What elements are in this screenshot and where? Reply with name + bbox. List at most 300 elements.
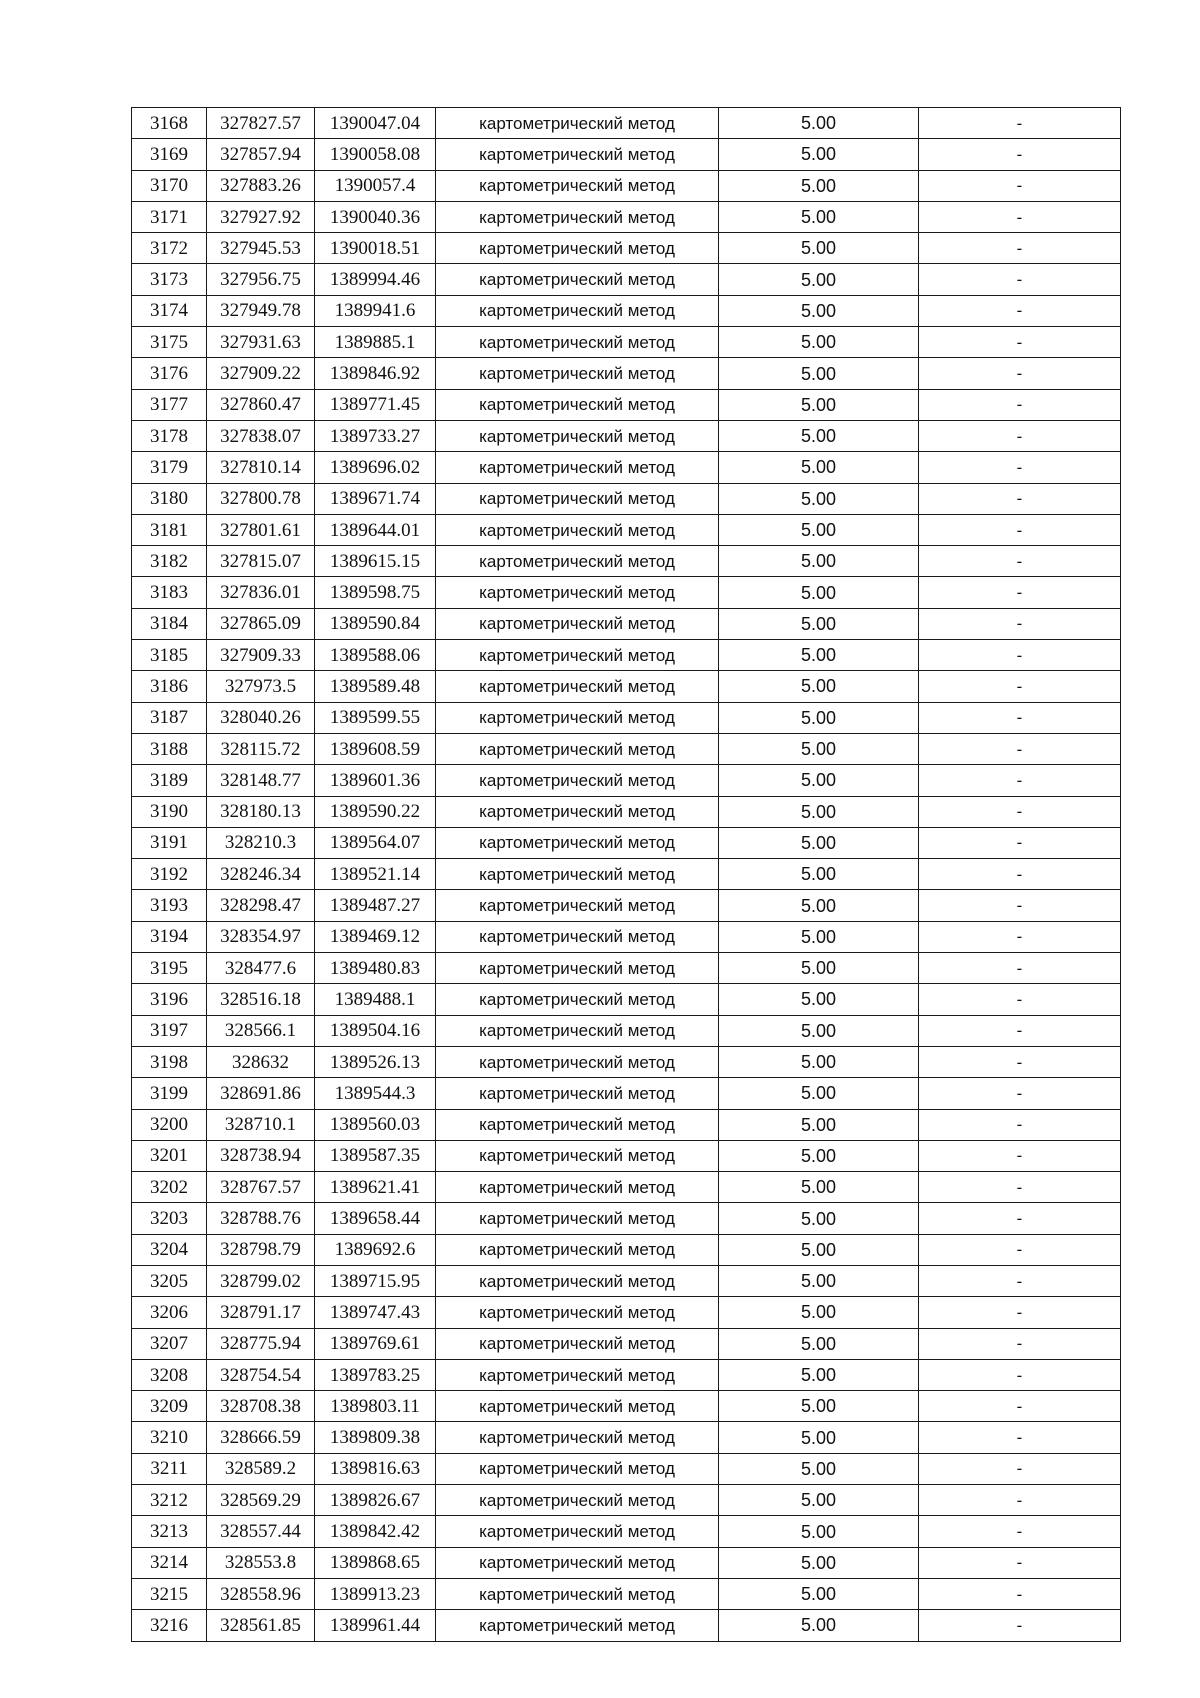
accuracy-cell: 5.00 <box>719 233 919 264</box>
x-coordinate-cell: 328710.1 <box>207 1109 315 1140</box>
x-coordinate-cell: 328148.77 <box>207 765 315 796</box>
point-number-cell: 3181 <box>132 514 207 545</box>
note-cell: - <box>919 921 1121 952</box>
note-cell: - <box>919 420 1121 451</box>
accuracy-cell: 5.00 <box>719 1516 919 1547</box>
x-coordinate-cell: 328589.2 <box>207 1453 315 1484</box>
point-number-cell: 3169 <box>132 139 207 170</box>
x-coordinate-cell: 328569.29 <box>207 1485 315 1516</box>
table-row <box>132 577 1121 608</box>
note-cell: - <box>919 1578 1121 1609</box>
accuracy-cell: 5.00 <box>719 1485 919 1516</box>
accuracy-cell: 5.00 <box>719 1172 919 1203</box>
y-coordinate-cell: 1389733.27 <box>315 420 436 451</box>
table-row <box>132 201 1121 232</box>
x-coordinate-cell: 328516.18 <box>207 984 315 1015</box>
accuracy-cell: 5.00 <box>719 264 919 295</box>
table-row <box>132 139 1121 170</box>
note-cell: - <box>919 1015 1121 1046</box>
table-row <box>132 702 1121 733</box>
table-row <box>132 233 1121 264</box>
table-row <box>132 1422 1121 1453</box>
table-row <box>132 358 1121 389</box>
method-cell: картометрический метод <box>436 827 719 858</box>
table-row <box>132 546 1121 577</box>
accuracy-cell: 5.00 <box>719 201 919 232</box>
table-row <box>132 1015 1121 1046</box>
point-number-cell: 3170 <box>132 170 207 201</box>
method-cell: картометрический метод <box>436 170 719 201</box>
y-coordinate-cell: 1389644.01 <box>315 514 436 545</box>
x-coordinate-cell: 328738.94 <box>207 1140 315 1171</box>
y-coordinate-cell: 1389526.13 <box>315 1046 436 1077</box>
note-cell: - <box>919 1610 1121 1641</box>
table-row <box>132 1109 1121 1140</box>
y-coordinate-cell: 1389521.14 <box>315 859 436 890</box>
accuracy-cell: 5.00 <box>719 295 919 326</box>
note-cell: - <box>919 358 1121 389</box>
method-cell: картометрический метод <box>436 890 719 921</box>
table-row <box>132 1140 1121 1171</box>
point-number-cell: 3212 <box>132 1485 207 1516</box>
table-row <box>132 1578 1121 1609</box>
point-number-cell: 3175 <box>132 327 207 358</box>
accuracy-cell: 5.00 <box>719 953 919 984</box>
y-coordinate-cell: 1389598.75 <box>315 577 436 608</box>
x-coordinate-cell: 327865.09 <box>207 608 315 639</box>
method-cell: картометрический метод <box>436 1359 719 1390</box>
note-cell: - <box>919 733 1121 764</box>
y-coordinate-cell: 1389941.6 <box>315 295 436 326</box>
method-cell: картометрический метод <box>436 1265 719 1296</box>
table-row <box>132 1610 1121 1641</box>
table-row <box>132 1516 1121 1547</box>
method-cell: картометрический метод <box>436 295 719 326</box>
x-coordinate-cell: 327927.92 <box>207 201 315 232</box>
point-number-cell: 3168 <box>132 108 207 139</box>
table-row <box>132 1203 1121 1234</box>
method-cell: картометрический метод <box>436 1422 719 1453</box>
method-cell: картометрический метод <box>436 1046 719 1077</box>
note-cell: - <box>919 765 1121 796</box>
x-coordinate-cell: 328691.86 <box>207 1078 315 1109</box>
point-number-cell: 3197 <box>132 1015 207 1046</box>
method-cell: картометрический метод <box>436 327 719 358</box>
note-cell: - <box>919 890 1121 921</box>
method-cell: картометрический метод <box>436 1203 719 1234</box>
table-row <box>132 984 1121 1015</box>
accuracy-cell: 5.00 <box>719 1265 919 1296</box>
note-cell: - <box>919 1172 1121 1203</box>
accuracy-cell: 5.00 <box>719 1453 919 1484</box>
point-number-cell: 3195 <box>132 953 207 984</box>
x-coordinate-cell: 328210.3 <box>207 827 315 858</box>
x-coordinate-cell: 328788.76 <box>207 1203 315 1234</box>
x-coordinate-cell: 327815.07 <box>207 546 315 577</box>
note-cell: - <box>919 1140 1121 1171</box>
accuracy-cell: 5.00 <box>719 358 919 389</box>
note-cell: - <box>919 640 1121 671</box>
y-coordinate-cell: 1389692.6 <box>315 1234 436 1265</box>
method-cell: картометрический метод <box>436 1078 719 1109</box>
x-coordinate-cell: 328477.6 <box>207 953 315 984</box>
y-coordinate-cell: 1389696.02 <box>315 452 436 483</box>
y-coordinate-cell: 1389544.3 <box>315 1078 436 1109</box>
x-coordinate-cell: 328180.13 <box>207 796 315 827</box>
table-row <box>132 1328 1121 1359</box>
table-row <box>132 452 1121 483</box>
table-row <box>132 765 1121 796</box>
point-number-cell: 3216 <box>132 1610 207 1641</box>
note-cell: - <box>919 859 1121 890</box>
method-cell: картометрический метод <box>436 389 719 420</box>
accuracy-cell: 5.00 <box>719 1203 919 1234</box>
accuracy-cell: 5.00 <box>719 1328 919 1359</box>
x-coordinate-cell: 328632 <box>207 1046 315 1077</box>
table-row <box>132 1265 1121 1296</box>
y-coordinate-cell: 1389608.59 <box>315 733 436 764</box>
y-coordinate-cell: 1389715.95 <box>315 1265 436 1296</box>
note-cell: - <box>919 389 1121 420</box>
note-cell: - <box>919 1359 1121 1390</box>
x-coordinate-cell: 328354.97 <box>207 921 315 952</box>
method-cell: картометрический метод <box>436 546 719 577</box>
note-cell: - <box>919 1547 1121 1578</box>
table-row <box>132 640 1121 671</box>
y-coordinate-cell: 1389589.48 <box>315 671 436 702</box>
method-cell: картометрический метод <box>436 139 719 170</box>
note-cell: - <box>919 233 1121 264</box>
accuracy-cell: 5.00 <box>719 1578 919 1609</box>
y-coordinate-cell: 1389615.15 <box>315 546 436 577</box>
x-coordinate-cell: 328115.72 <box>207 733 315 764</box>
note-cell: - <box>919 984 1121 1015</box>
note-cell: - <box>919 671 1121 702</box>
point-number-cell: 3211 <box>132 1453 207 1484</box>
point-number-cell: 3215 <box>132 1578 207 1609</box>
table-row <box>132 796 1121 827</box>
y-coordinate-cell: 1389671.74 <box>315 483 436 514</box>
accuracy-cell: 5.00 <box>719 170 919 201</box>
method-cell: картометрический метод <box>436 577 719 608</box>
x-coordinate-cell: 327945.53 <box>207 233 315 264</box>
table-row <box>132 733 1121 764</box>
table-row <box>132 890 1121 921</box>
method-cell: картометрический метод <box>436 420 719 451</box>
accuracy-cell: 5.00 <box>719 827 919 858</box>
x-coordinate-cell: 328566.1 <box>207 1015 315 1046</box>
method-cell: картометрический метод <box>436 452 719 483</box>
point-number-cell: 3198 <box>132 1046 207 1077</box>
note-cell: - <box>919 1078 1121 1109</box>
table-row <box>132 514 1121 545</box>
method-cell: картометрический метод <box>436 859 719 890</box>
y-coordinate-cell: 1390058.08 <box>315 139 436 170</box>
accuracy-cell: 5.00 <box>719 1234 919 1265</box>
point-number-cell: 3204 <box>132 1234 207 1265</box>
x-coordinate-cell: 327931.63 <box>207 327 315 358</box>
method-cell: картометрический метод <box>436 640 719 671</box>
y-coordinate-cell: 1390057.4 <box>315 170 436 201</box>
point-number-cell: 3208 <box>132 1359 207 1390</box>
point-number-cell: 3201 <box>132 1140 207 1171</box>
note-cell: - <box>919 608 1121 639</box>
x-coordinate-cell: 328553.8 <box>207 1547 315 1578</box>
y-coordinate-cell: 1389868.65 <box>315 1547 436 1578</box>
table-row <box>132 420 1121 451</box>
x-coordinate-cell: 327810.14 <box>207 452 315 483</box>
method-cell: картометрический метод <box>436 921 719 952</box>
method-cell: картометрический метод <box>436 1578 719 1609</box>
method-cell: картометрический метод <box>436 1109 719 1140</box>
point-number-cell: 3171 <box>132 201 207 232</box>
note-cell: - <box>919 483 1121 514</box>
accuracy-cell: 5.00 <box>719 608 919 639</box>
point-number-cell: 3196 <box>132 984 207 1015</box>
x-coordinate-cell: 327909.33 <box>207 640 315 671</box>
accuracy-cell: 5.00 <box>719 921 919 952</box>
note-cell: - <box>919 953 1121 984</box>
point-number-cell: 3199 <box>132 1078 207 1109</box>
method-cell: картометрический метод <box>436 483 719 514</box>
point-number-cell: 3213 <box>132 1516 207 1547</box>
accuracy-cell: 5.00 <box>719 327 919 358</box>
note-cell: - <box>919 1203 1121 1234</box>
y-coordinate-cell: 1389842.42 <box>315 1516 436 1547</box>
y-coordinate-cell: 1389504.16 <box>315 1015 436 1046</box>
x-coordinate-cell: 328246.34 <box>207 859 315 890</box>
note-cell: - <box>919 264 1121 295</box>
point-number-cell: 3193 <box>132 890 207 921</box>
method-cell: картометрический метод <box>436 264 719 295</box>
note-cell: - <box>919 1485 1121 1516</box>
point-number-cell: 3205 <box>132 1265 207 1296</box>
accuracy-cell: 5.00 <box>719 1610 919 1641</box>
method-cell: картометрический метод <box>436 733 719 764</box>
method-cell: картометрический метод <box>436 702 719 733</box>
y-coordinate-cell: 1389601.36 <box>315 765 436 796</box>
method-cell: картометрический метод <box>436 1485 719 1516</box>
point-number-cell: 3176 <box>132 358 207 389</box>
x-coordinate-cell: 327860.47 <box>207 389 315 420</box>
accuracy-cell: 5.00 <box>719 702 919 733</box>
note-cell: - <box>919 327 1121 358</box>
note-cell: - <box>919 514 1121 545</box>
method-cell: картометрический метод <box>436 1234 719 1265</box>
point-number-cell: 3183 <box>132 577 207 608</box>
method-cell: картометрический метод <box>436 796 719 827</box>
y-coordinate-cell: 1389809.38 <box>315 1422 436 1453</box>
x-coordinate-cell: 328298.47 <box>207 890 315 921</box>
accuracy-cell: 5.00 <box>719 1359 919 1390</box>
note-cell: - <box>919 1265 1121 1296</box>
accuracy-cell: 5.00 <box>719 890 919 921</box>
y-coordinate-cell: 1389994.46 <box>315 264 436 295</box>
accuracy-cell: 5.00 <box>719 671 919 702</box>
x-coordinate-cell: 327838.07 <box>207 420 315 451</box>
y-coordinate-cell: 1389769.61 <box>315 1328 436 1359</box>
note-cell: - <box>919 1453 1121 1484</box>
y-coordinate-cell: 1389961.44 <box>315 1610 436 1641</box>
x-coordinate-cell: 327827.57 <box>207 108 315 139</box>
accuracy-cell: 5.00 <box>719 1140 919 1171</box>
point-number-cell: 3172 <box>132 233 207 264</box>
note-cell: - <box>919 796 1121 827</box>
note-cell: - <box>919 1297 1121 1328</box>
x-coordinate-cell: 327800.78 <box>207 483 315 514</box>
method-cell: картометрический метод <box>436 608 719 639</box>
table-row <box>132 859 1121 890</box>
table-row <box>132 327 1121 358</box>
method-cell: картометрический метод <box>436 108 719 139</box>
accuracy-cell: 5.00 <box>719 546 919 577</box>
accuracy-cell: 5.00 <box>719 1547 919 1578</box>
note-cell: - <box>919 827 1121 858</box>
accuracy-cell: 5.00 <box>719 514 919 545</box>
table-row <box>132 1172 1121 1203</box>
note-cell: - <box>919 577 1121 608</box>
point-number-cell: 3180 <box>132 483 207 514</box>
y-coordinate-cell: 1389621.41 <box>315 1172 436 1203</box>
y-coordinate-cell: 1389560.03 <box>315 1109 436 1140</box>
point-number-cell: 3209 <box>132 1391 207 1422</box>
point-number-cell: 3188 <box>132 733 207 764</box>
accuracy-cell: 5.00 <box>719 1391 919 1422</box>
note-cell: - <box>919 139 1121 170</box>
table-row <box>132 1046 1121 1077</box>
accuracy-cell: 5.00 <box>719 1422 919 1453</box>
note-cell: - <box>919 1516 1121 1547</box>
note-cell: - <box>919 702 1121 733</box>
accuracy-cell: 5.00 <box>719 796 919 827</box>
accuracy-cell: 5.00 <box>719 483 919 514</box>
accuracy-cell: 5.00 <box>719 420 919 451</box>
y-coordinate-cell: 1389590.84 <box>315 608 436 639</box>
x-coordinate-cell: 327883.26 <box>207 170 315 201</box>
accuracy-cell: 5.00 <box>719 765 919 796</box>
table-row <box>132 1078 1121 1109</box>
x-coordinate-cell: 328799.02 <box>207 1265 315 1296</box>
x-coordinate-cell: 328775.94 <box>207 1328 315 1359</box>
point-number-cell: 3200 <box>132 1109 207 1140</box>
method-cell: картометрический метод <box>436 1172 719 1203</box>
accuracy-cell: 5.00 <box>719 640 919 671</box>
y-coordinate-cell: 1389783.25 <box>315 1359 436 1390</box>
accuracy-cell: 5.00 <box>719 859 919 890</box>
coordinates-table-body <box>132 108 1121 1642</box>
x-coordinate-cell: 327973.5 <box>207 671 315 702</box>
table-row <box>132 1453 1121 1484</box>
point-number-cell: 3203 <box>132 1203 207 1234</box>
table-row <box>132 483 1121 514</box>
x-coordinate-cell: 328666.59 <box>207 1422 315 1453</box>
x-coordinate-cell: 327857.94 <box>207 139 315 170</box>
accuracy-cell: 5.00 <box>719 389 919 420</box>
note-cell: - <box>919 1109 1121 1140</box>
point-number-cell: 3206 <box>132 1297 207 1328</box>
method-cell: картометрический метод <box>436 1391 719 1422</box>
method-cell: картометрический метод <box>436 1328 719 1359</box>
table-row <box>132 1547 1121 1578</box>
point-number-cell: 3192 <box>132 859 207 890</box>
y-coordinate-cell: 1389599.55 <box>315 702 436 733</box>
method-cell: картометрический метод <box>436 1140 719 1171</box>
y-coordinate-cell: 1389885.1 <box>315 327 436 358</box>
y-coordinate-cell: 1389803.11 <box>315 1391 436 1422</box>
x-coordinate-cell: 328708.38 <box>207 1391 315 1422</box>
accuracy-cell: 5.00 <box>719 1046 919 1077</box>
method-cell: картометрический метод <box>436 671 719 702</box>
accuracy-cell: 5.00 <box>719 733 919 764</box>
table-row <box>132 1297 1121 1328</box>
note-cell: - <box>919 1328 1121 1359</box>
y-coordinate-cell: 1389590.22 <box>315 796 436 827</box>
note-cell: - <box>919 546 1121 577</box>
point-number-cell: 3194 <box>132 921 207 952</box>
x-coordinate-cell: 328558.96 <box>207 1578 315 1609</box>
point-number-cell: 3174 <box>132 295 207 326</box>
point-number-cell: 3173 <box>132 264 207 295</box>
point-number-cell: 3191 <box>132 827 207 858</box>
table-row <box>132 1485 1121 1516</box>
note-cell: - <box>919 170 1121 201</box>
table-row <box>132 953 1121 984</box>
y-coordinate-cell: 1389846.92 <box>315 358 436 389</box>
x-coordinate-cell: 327801.61 <box>207 514 315 545</box>
x-coordinate-cell: 328791.17 <box>207 1297 315 1328</box>
method-cell: картометрический метод <box>436 1453 719 1484</box>
table-row <box>132 264 1121 295</box>
point-number-cell: 3210 <box>132 1422 207 1453</box>
point-number-cell: 3214 <box>132 1547 207 1578</box>
coordinates-table <box>131 107 1121 1642</box>
method-cell: картометрический метод <box>436 233 719 264</box>
method-cell: картометрический метод <box>436 1547 719 1578</box>
x-coordinate-cell: 328561.85 <box>207 1610 315 1641</box>
point-number-cell: 3187 <box>132 702 207 733</box>
note-cell: - <box>919 201 1121 232</box>
note-cell: - <box>919 1046 1121 1077</box>
y-coordinate-cell: 1389487.27 <box>315 890 436 921</box>
y-coordinate-cell: 1389913.23 <box>315 1578 436 1609</box>
y-coordinate-cell: 1389588.06 <box>315 640 436 671</box>
point-number-cell: 3189 <box>132 765 207 796</box>
point-number-cell: 3190 <box>132 796 207 827</box>
note-cell: - <box>919 295 1121 326</box>
table-row <box>132 295 1121 326</box>
point-number-cell: 3186 <box>132 671 207 702</box>
table-row <box>132 608 1121 639</box>
y-coordinate-cell: 1389488.1 <box>315 984 436 1015</box>
note-cell: - <box>919 1234 1121 1265</box>
accuracy-cell: 5.00 <box>719 1297 919 1328</box>
accuracy-cell: 5.00 <box>719 1078 919 1109</box>
table-row <box>132 1391 1121 1422</box>
y-coordinate-cell: 1390047.04 <box>315 108 436 139</box>
note-cell: - <box>919 1391 1121 1422</box>
table-row <box>132 827 1121 858</box>
method-cell: картометрический метод <box>436 514 719 545</box>
method-cell: картометрический метод <box>436 953 719 984</box>
method-cell: картометрический метод <box>436 984 719 1015</box>
table-row <box>132 1234 1121 1265</box>
y-coordinate-cell: 1389587.35 <box>315 1140 436 1171</box>
method-cell: картометрический метод <box>436 1015 719 1046</box>
method-cell: картометрический метод <box>436 1297 719 1328</box>
table-row <box>132 1359 1121 1390</box>
x-coordinate-cell: 328754.54 <box>207 1359 315 1390</box>
table-row <box>132 170 1121 201</box>
